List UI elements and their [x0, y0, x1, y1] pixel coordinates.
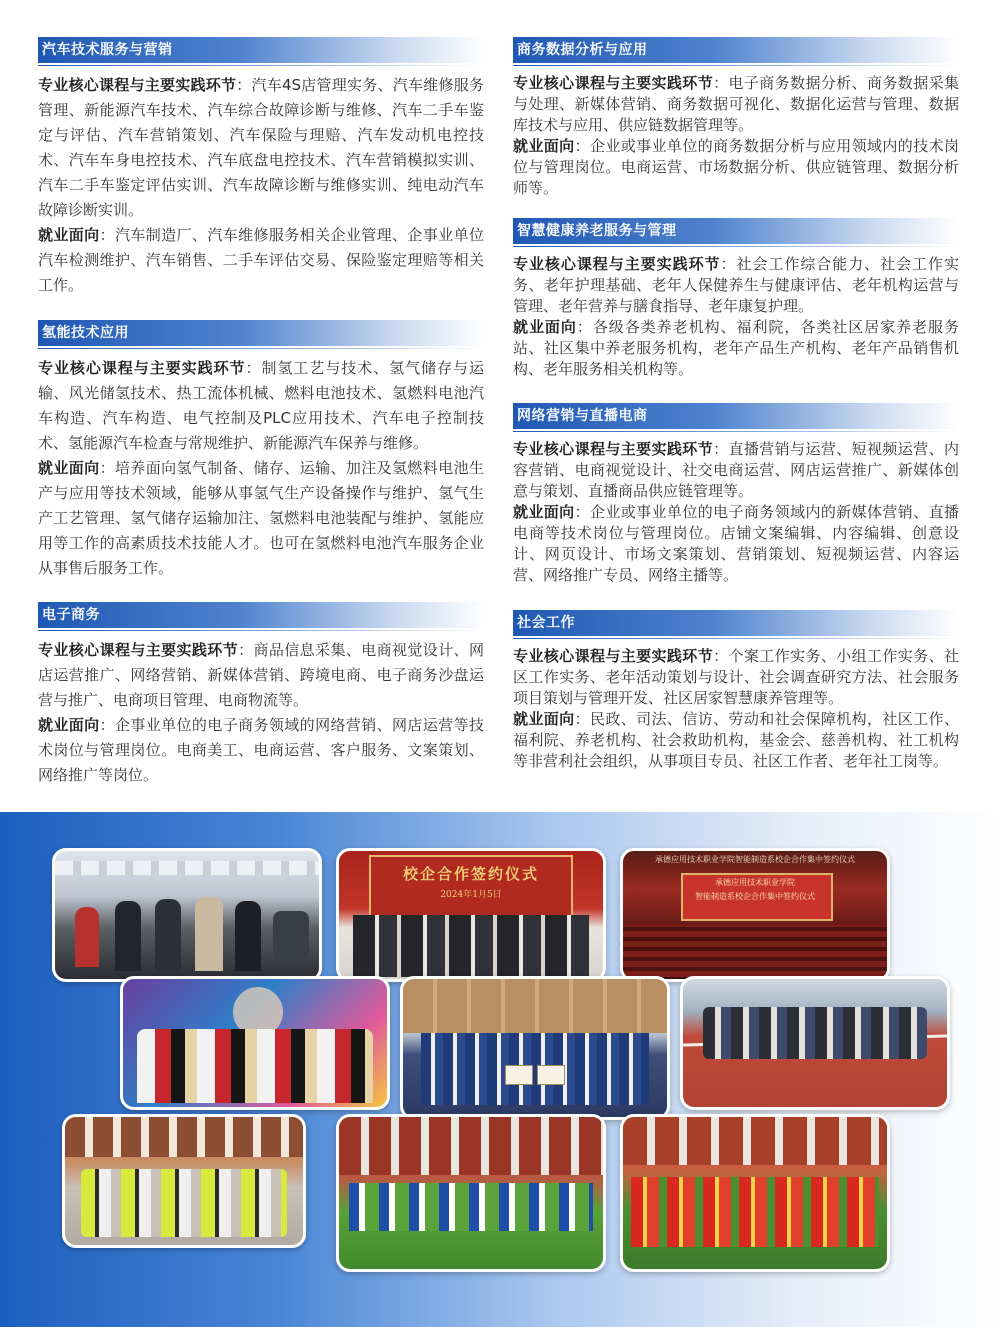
dancers-group: [137, 1029, 373, 1103]
building-facade: [403, 979, 667, 1033]
section-body: [513, 254, 959, 380]
core-text: ：社会工作综合能力、社会工作实务、老年护理基础、老年人保健养生与健康评估、老年机构运营与管理、老年营养与膳食指导、老年康复护理。: [513, 255, 959, 315]
person-figure: [155, 899, 181, 971]
core-label: 专业核心课程与主要实践环节: [38, 76, 237, 94]
section-header: [38, 320, 484, 346]
section-business-data: [513, 37, 959, 199]
person-figure: [235, 901, 261, 971]
core-courses: [513, 254, 959, 317]
core-courses: [513, 646, 959, 709]
photo-group-photo: [400, 976, 670, 1120]
job-text: ：民政、司法、信访、劳动和社会保障机构，社区工作、福利院、养老机构、社会救助机构，基金会、慈善机构、社工机构等非营利社会组织，从事项目专员、社区工作者、老年社工岗等。: [513, 710, 959, 770]
photo-tug-of-war: [680, 976, 950, 1110]
core-courses: [513, 439, 959, 502]
core-text: ：电子商务数据分析、商务数据采集与处理、新媒体营销、商务数据可视化、数据化运营与管理、数据库技术与应用、供应链数据管理等。: [513, 74, 959, 134]
section-title: 商务数据分析与应用: [517, 42, 648, 58]
employment: [513, 317, 959, 380]
school-building: [339, 1117, 603, 1175]
volunteers-group: [81, 1169, 287, 1237]
core-text: ：汽车4S店管理实务、汽车维修服务管理、新能源汽车技术、汽车综合故障诊断与维修、汽车二手车鉴定与评估、汽车营销策划、汽车保险与理赔、汽车发动机电控技术、汽车车身电控技术、汽车底盘电控技术、汽车营销模拟实训、汽车二手车鉴定评估实训、汽车故障诊断与维修实训、纯电动汽车故障诊断实训。: [38, 76, 484, 219]
core-courses: [38, 356, 484, 456]
section-body: [513, 73, 959, 199]
core-text: ：制氢工艺与技术、氢气储存与运输、风光储氢技术、热工流体机械、燃料电池技术、氢燃料电池汽车构造、汽车构造、电气控制及PLC应用技术、汽车电子控制技术、氢能源汽车检查与常规维护、新能源汽车保养与维修。: [38, 359, 484, 452]
person-figure: [75, 907, 99, 967]
photo-ribbon-dance: [620, 1114, 890, 1272]
signing-date: 2024年1月5日: [440, 890, 502, 900]
employment: [38, 713, 484, 788]
job-label: 就业面向: [38, 226, 100, 244]
students-rows: [421, 1033, 649, 1105]
section-title: 汽车技术服务与营销: [42, 42, 173, 58]
core-label: 专业核心课程与主要实践环节: [513, 255, 721, 273]
person-figure: [115, 901, 141, 971]
section-social-work: [513, 610, 959, 772]
audience-seats: [623, 925, 887, 977]
tug-of-war-teams: [703, 1007, 927, 1059]
section-header: [38, 602, 484, 628]
section-body: [38, 638, 484, 788]
job-text: ：培养面向氢气制备、储存、运输、加注及氢燃料电池生产与应用等技术领域，能够从事氢气生产设备操作与维护、氢气生产工艺管理、氢气储存运输加注、氢燃料电池装配与维护、氢能应用等工作的高素质技术技能人才。也可在氢燃料电池汽车服务企业从事售后服务工作。: [38, 459, 484, 577]
core-label: 专业核心课程与主要实践环节: [513, 74, 714, 92]
certificate: [505, 1065, 533, 1085]
section-header: [513, 610, 959, 636]
hall-screen-line1: 承德应用技术职业学院: [715, 878, 795, 887]
job-text: ：各级各类养老机构、福利院，各类社区居家养老服务站、社区集中养老服务机构，老年产品生产机构、老年产品销售机构、老年服务相关机构等。: [513, 318, 959, 378]
core-label: 专业核心课程与主要实践环节: [513, 440, 714, 458]
person-figure: [195, 897, 223, 971]
ceiling-lights: [55, 861, 319, 875]
job-label: 就业面向: [513, 710, 575, 728]
core-label: 专业核心课程与主要实践环节: [513, 647, 714, 665]
core-text: ：个案工作实务、小组工作实务、社区工作实务、老年活动策划与设计、社会调查研究方法、社会服务项目策划与管理开发、社区居家智慧康养管理等。: [513, 647, 959, 707]
section-header: [38, 37, 484, 63]
photo-signing-ceremony: [336, 848, 606, 982]
photo-dance-performance: [120, 976, 390, 1110]
core-label: 专业核心课程与主要实践环节: [38, 359, 246, 377]
job-label: 就业面向: [513, 503, 575, 521]
photo-workshop-visit: [52, 848, 322, 982]
photo-outdoor-activity: [62, 1114, 306, 1248]
section-live-ecommerce: [513, 403, 959, 586]
section-body: [38, 356, 484, 581]
signing-banner: 校企合作签约仪式: [402, 865, 539, 883]
sky-background: [683, 979, 947, 1009]
section-title: 氢能技术应用: [42, 325, 129, 341]
brick-building: [65, 1117, 303, 1157]
certificate: [537, 1065, 565, 1085]
section-title: 电子商务: [42, 607, 100, 623]
hall-screen-line2: 智能制造系校企合作集中签约仪式: [695, 892, 815, 901]
core-text: ：直播营销与运营、短视频运营、内容营销、电商视觉设计、社交电商运营、网店运营推广、新媒体创意与策划、直播商品供应链管理等。: [513, 440, 959, 500]
group-of-people: [353, 915, 589, 977]
section-hydrogen: [38, 320, 484, 581]
employment: [513, 136, 959, 199]
job-text: ：企业或事业单位的电子商务领域内的新媒体营销、直播电商等技术岗位与管理岗位。店铺文案编辑、内容编辑、创意设计、网页设计、市场文案策划、营销策划、短视频运营、内容运营、网络推广专员、网络主播等。: [513, 503, 959, 584]
job-label: 就业面向: [513, 137, 575, 155]
section-auto-service: [38, 37, 484, 298]
job-text: ：汽车制造厂、汽车维修服务相关企业管理、企事业单位汽车检测维护、汽车销售、二手车评估交易、保险鉴定理赔等相关工作。: [38, 226, 484, 294]
core-courses: [38, 73, 484, 223]
section-ecommerce: [38, 602, 484, 788]
ribbon-dancers: [631, 1177, 879, 1247]
employment: [513, 709, 959, 772]
job-label: 就业面向: [38, 459, 100, 477]
section-elderly-care: [513, 218, 959, 380]
employment: [38, 223, 484, 298]
photo-field-performance: [336, 1114, 606, 1272]
job-text: ：企事业单位的电子商务领域的网络营销、网店运营等技术岗位与管理岗位。电商美工、电商运营、客户服务、文案策划、网络推广等岗位。: [38, 716, 484, 784]
core-label: 专业核心课程与主要实践环节: [38, 641, 239, 659]
hall-banner: 承德应用技术职业学院智能制造系校企合作集中签约仪式: [655, 855, 855, 864]
employment: [38, 456, 484, 581]
section-body: [513, 439, 959, 586]
job-text: ：企业或事业单位的商务数据分析与应用领域内的技术岗位与管理岗位。电商运营、市场数据分析、供应链管理、数据分析师等。: [513, 137, 959, 197]
section-title: 网络营销与直播电商: [517, 408, 648, 424]
job-label: 就业面向: [38, 716, 100, 734]
section-title: 智慧健康养老服务与管理: [517, 223, 677, 239]
core-courses: [513, 73, 959, 136]
section-body: [38, 73, 484, 298]
performers-row: [349, 1183, 593, 1231]
school-building: [623, 1117, 887, 1165]
section-header: [513, 218, 959, 244]
core-text: ：商品信息采集、电商视觉设计、网店运营推广、网络营销、新媒体营销、跨境电商、电子商务沙盘运营与推广、电商项目管理、电商物流等。: [38, 641, 484, 709]
section-body: [513, 646, 959, 772]
core-courses: [38, 638, 484, 713]
machine-part: [273, 911, 309, 961]
section-title: 社会工作: [517, 615, 575, 631]
photo-conference-hall: [620, 848, 890, 982]
section-header: [513, 403, 959, 429]
job-label: 就业面向: [513, 318, 577, 336]
section-header: [513, 37, 959, 63]
employment: [513, 502, 959, 586]
